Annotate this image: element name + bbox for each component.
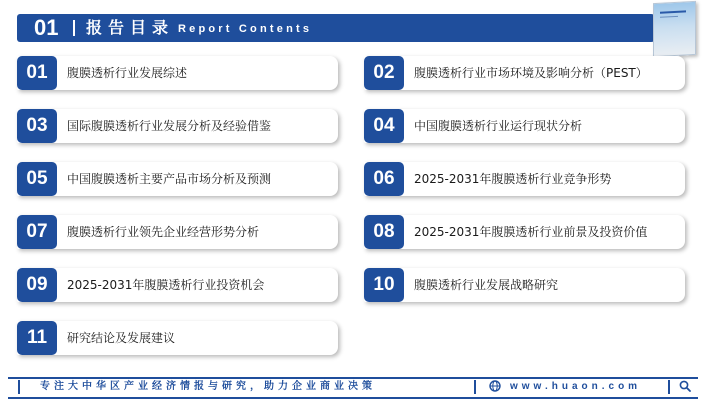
globe-icon <box>489 380 501 392</box>
toc-label: 2025-2031年腹膜透析行业竞争形势 <box>414 172 612 186</box>
cover-subtitle-line <box>660 16 678 18</box>
toc-number: 07 <box>17 215 57 249</box>
page-title-english: Report Contents <box>178 23 313 35</box>
toc-item-10[interactable] <box>364 268 685 302</box>
toc-label: 2025-2031年腹膜透析行业前景及投资价值 <box>414 225 648 239</box>
toc-item-04[interactable] <box>364 109 685 143</box>
toc-number: 08 <box>364 215 404 249</box>
toc-item-01[interactable] <box>17 56 338 90</box>
toc-label: 中国腹膜透析主要产品市场分析及预测 <box>67 172 272 186</box>
toc-item-06[interactable] <box>364 162 685 196</box>
toc-item-03[interactable] <box>17 109 338 143</box>
toc-item-05[interactable] <box>17 162 338 196</box>
footer-divider <box>18 380 20 394</box>
toc-label: 腹膜透析行业发展战略研究 <box>414 278 559 292</box>
toc-number: 09 <box>17 268 57 302</box>
report-cover-thumbnail <box>653 1 696 57</box>
toc-item-09[interactable] <box>17 268 338 302</box>
toc-number: 03 <box>17 109 57 143</box>
header-divider <box>73 20 75 36</box>
page-title: 报告目录 <box>86 18 175 37</box>
footer-divider <box>474 380 476 394</box>
toc-number: 10 <box>364 268 404 302</box>
section-number: 01 <box>34 15 59 40</box>
toc-number: 04 <box>364 109 404 143</box>
footer-divider <box>668 380 670 394</box>
cover-title-line <box>660 10 686 13</box>
toc-label: 国际腹膜透析行业发展分析及经验借鉴 <box>67 119 272 133</box>
toc-number: 06 <box>364 162 404 196</box>
search-icon[interactable] <box>679 380 691 392</box>
toc-item-02[interactable] <box>364 56 685 90</box>
toc-label: 腹膜透析行业发展综述 <box>67 66 188 80</box>
toc-number: 11 <box>17 321 57 355</box>
toc-label: 2025-2031年腹膜透析行业投资机会 <box>67 278 265 292</box>
toc-number: 01 <box>17 56 57 90</box>
toc-number: 02 <box>364 56 404 90</box>
toc-item-08[interactable] <box>364 215 685 249</box>
toc-label: 中国腹膜透析行业运行现状分析 <box>414 119 583 133</box>
toc-label: 研究结论及发展建议 <box>67 331 176 345</box>
toc-number: 05 <box>17 162 57 196</box>
toc-label: 腹膜透析行业市场环境及影响分析（PEST） <box>414 66 648 80</box>
footer-tagline: 专注大中华区产业经济情报与研究，助力企业商业决策 <box>40 381 376 392</box>
toc-item-07[interactable] <box>17 215 338 249</box>
footer-url[interactable]: www.huaon.com <box>510 381 642 392</box>
toc-item-11[interactable] <box>17 321 338 355</box>
toc-label: 腹膜透析行业领先企业经营形势分析 <box>67 225 260 239</box>
